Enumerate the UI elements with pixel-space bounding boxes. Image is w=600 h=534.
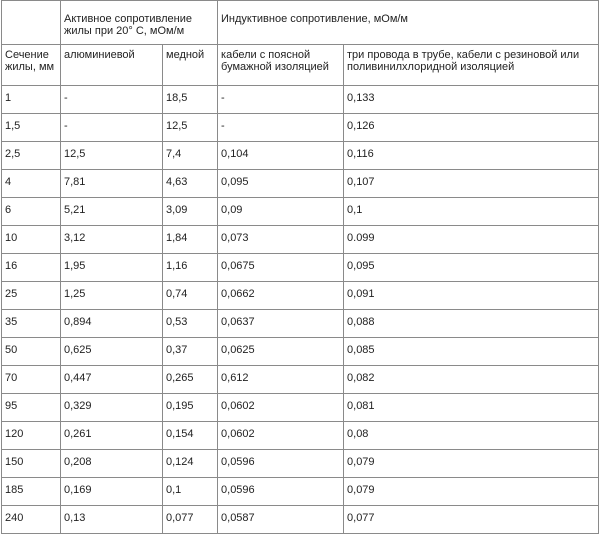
cell-three-wires: 0,107 bbox=[344, 170, 599, 198]
cell-three-wires: 0,091 bbox=[344, 282, 599, 310]
table-row bbox=[2, 86, 599, 114]
header-active-resistance: Активное сопротивление жилы при 20° С, мОм/м bbox=[61, 1, 218, 45]
header-row-top bbox=[2, 1, 599, 45]
cell-copper: 18,5 bbox=[163, 86, 218, 114]
cell-three-wires: 0,1 bbox=[344, 198, 599, 226]
cell-belt-paper: 0,09 bbox=[218, 198, 344, 226]
cell-section: 16 bbox=[2, 254, 61, 282]
cell-section: 2,5 bbox=[2, 142, 61, 170]
table-row bbox=[2, 114, 599, 142]
cell-aluminum: 0,169 bbox=[61, 478, 163, 506]
cell-section: 1 bbox=[2, 86, 61, 114]
cell-copper: 4,63 bbox=[163, 170, 218, 198]
header-inductive-resistance: Индуктивное сопротивление, мОм/м bbox=[218, 1, 599, 45]
cell-aluminum: 1,95 bbox=[61, 254, 163, 282]
table-row bbox=[2, 366, 599, 394]
cell-three-wires: 0,095 bbox=[344, 254, 599, 282]
cell-belt-paper: 0,073 bbox=[218, 226, 344, 254]
cell-copper: 12,5 bbox=[163, 114, 218, 142]
cell-copper: 1,84 bbox=[163, 226, 218, 254]
table-row bbox=[2, 226, 599, 254]
header-row-sub bbox=[2, 45, 599, 86]
cell-copper: 0,154 bbox=[163, 422, 218, 450]
cell-section: 25 bbox=[2, 282, 61, 310]
cell-belt-paper: 0,095 bbox=[218, 170, 344, 198]
cell-belt-paper: 0,612 bbox=[218, 366, 344, 394]
cell-belt-paper: 0,0662 bbox=[218, 282, 344, 310]
cell-section: 120 bbox=[2, 422, 61, 450]
table-row bbox=[2, 422, 599, 450]
header-empty-cell bbox=[2, 1, 61, 45]
header-belt-paper: кабели с поясной бумажной изоляцией bbox=[218, 45, 344, 86]
cell-section: 1,5 bbox=[2, 114, 61, 142]
cell-aluminum: 0,208 bbox=[61, 450, 163, 478]
table-row bbox=[2, 282, 599, 310]
cell-aluminum: 12,5 bbox=[61, 142, 163, 170]
cell-belt-paper: 0,0596 bbox=[218, 450, 344, 478]
cell-section: 4 bbox=[2, 170, 61, 198]
table-row bbox=[2, 142, 599, 170]
cell-three-wires: 0,079 bbox=[344, 478, 599, 506]
cell-copper: 7,4 bbox=[163, 142, 218, 170]
table-body bbox=[2, 1, 599, 534]
cell-three-wires: 0,08 bbox=[344, 422, 599, 450]
cell-belt-paper: 0,0587 bbox=[218, 506, 344, 534]
cell-aluminum: 1,25 bbox=[61, 282, 163, 310]
header-aluminum: алюминиевой bbox=[61, 45, 163, 86]
cell-aluminum: 5,21 bbox=[61, 198, 163, 226]
cell-belt-paper: 0,0602 bbox=[218, 394, 344, 422]
header-three-wires: три провода в трубе, кабели с резиновой или поливинилхлоридной изоляцией bbox=[344, 45, 599, 86]
cell-three-wires: 0,085 bbox=[344, 338, 599, 366]
cell-copper: 0,124 bbox=[163, 450, 218, 478]
cell-three-wires: 0,079 bbox=[344, 450, 599, 478]
cell-three-wires: 0,116 bbox=[344, 142, 599, 170]
cell-section: 240 bbox=[2, 506, 61, 534]
cell-belt-paper: 0,104 bbox=[218, 142, 344, 170]
cell-three-wires: 0,126 bbox=[344, 114, 599, 142]
cell-aluminum: 3,12 bbox=[61, 226, 163, 254]
cell-belt-paper: 0,0596 bbox=[218, 478, 344, 506]
cell-section: 35 bbox=[2, 310, 61, 338]
table-row bbox=[2, 310, 599, 338]
cell-section: 6 bbox=[2, 198, 61, 226]
cell-three-wires: 0,081 bbox=[344, 394, 599, 422]
cell-copper: 0,077 bbox=[163, 506, 218, 534]
cell-belt-paper: 0,0625 bbox=[218, 338, 344, 366]
cell-aluminum: 0,261 bbox=[61, 422, 163, 450]
cell-belt-paper: 0,0675 bbox=[218, 254, 344, 282]
cell-copper: 0,74 bbox=[163, 282, 218, 310]
table-row bbox=[2, 506, 599, 534]
cell-aluminum: 0,894 bbox=[61, 310, 163, 338]
cell-aluminum: - bbox=[61, 86, 163, 114]
table-row bbox=[2, 254, 599, 282]
cell-three-wires: 0,133 bbox=[344, 86, 599, 114]
cell-copper: 1,16 bbox=[163, 254, 218, 282]
cell-section: 95 bbox=[2, 394, 61, 422]
cell-belt-paper: 0,0637 bbox=[218, 310, 344, 338]
cell-three-wires: 0,077 bbox=[344, 506, 599, 534]
resistance-table bbox=[1, 0, 599, 534]
cell-section: 185 bbox=[2, 478, 61, 506]
cell-three-wires: 0,082 bbox=[344, 366, 599, 394]
cell-copper: 3,09 bbox=[163, 198, 218, 226]
cell-aluminum: 0,447 bbox=[61, 366, 163, 394]
cell-copper: 0,37 bbox=[163, 338, 218, 366]
cell-section: 10 bbox=[2, 226, 61, 254]
table-row bbox=[2, 338, 599, 366]
header-copper: медной bbox=[163, 45, 218, 86]
cell-three-wires: 0.099 bbox=[344, 226, 599, 254]
cell-aluminum: 0,329 bbox=[61, 394, 163, 422]
table-row bbox=[2, 450, 599, 478]
cell-aluminum: 7,81 bbox=[61, 170, 163, 198]
cell-section: 50 bbox=[2, 338, 61, 366]
table-row bbox=[2, 394, 599, 422]
cell-aluminum: 0,13 bbox=[61, 506, 163, 534]
table-row bbox=[2, 478, 599, 506]
cell-copper: 0,53 bbox=[163, 310, 218, 338]
cell-three-wires: 0,088 bbox=[344, 310, 599, 338]
cell-belt-paper: - bbox=[218, 86, 344, 114]
header-section: Сечение жилы, мм bbox=[2, 45, 61, 86]
cell-section: 70 bbox=[2, 366, 61, 394]
cell-aluminum: 0,625 bbox=[61, 338, 163, 366]
cell-belt-paper: - bbox=[218, 114, 344, 142]
cell-aluminum: - bbox=[61, 114, 163, 142]
cell-belt-paper: 0,0602 bbox=[218, 422, 344, 450]
table-row bbox=[2, 170, 599, 198]
table-row bbox=[2, 198, 599, 226]
cell-copper: 0,265 bbox=[163, 366, 218, 394]
cell-section: 150 bbox=[2, 450, 61, 478]
cell-copper: 0,195 bbox=[163, 394, 218, 422]
cell-copper: 0,1 bbox=[163, 478, 218, 506]
